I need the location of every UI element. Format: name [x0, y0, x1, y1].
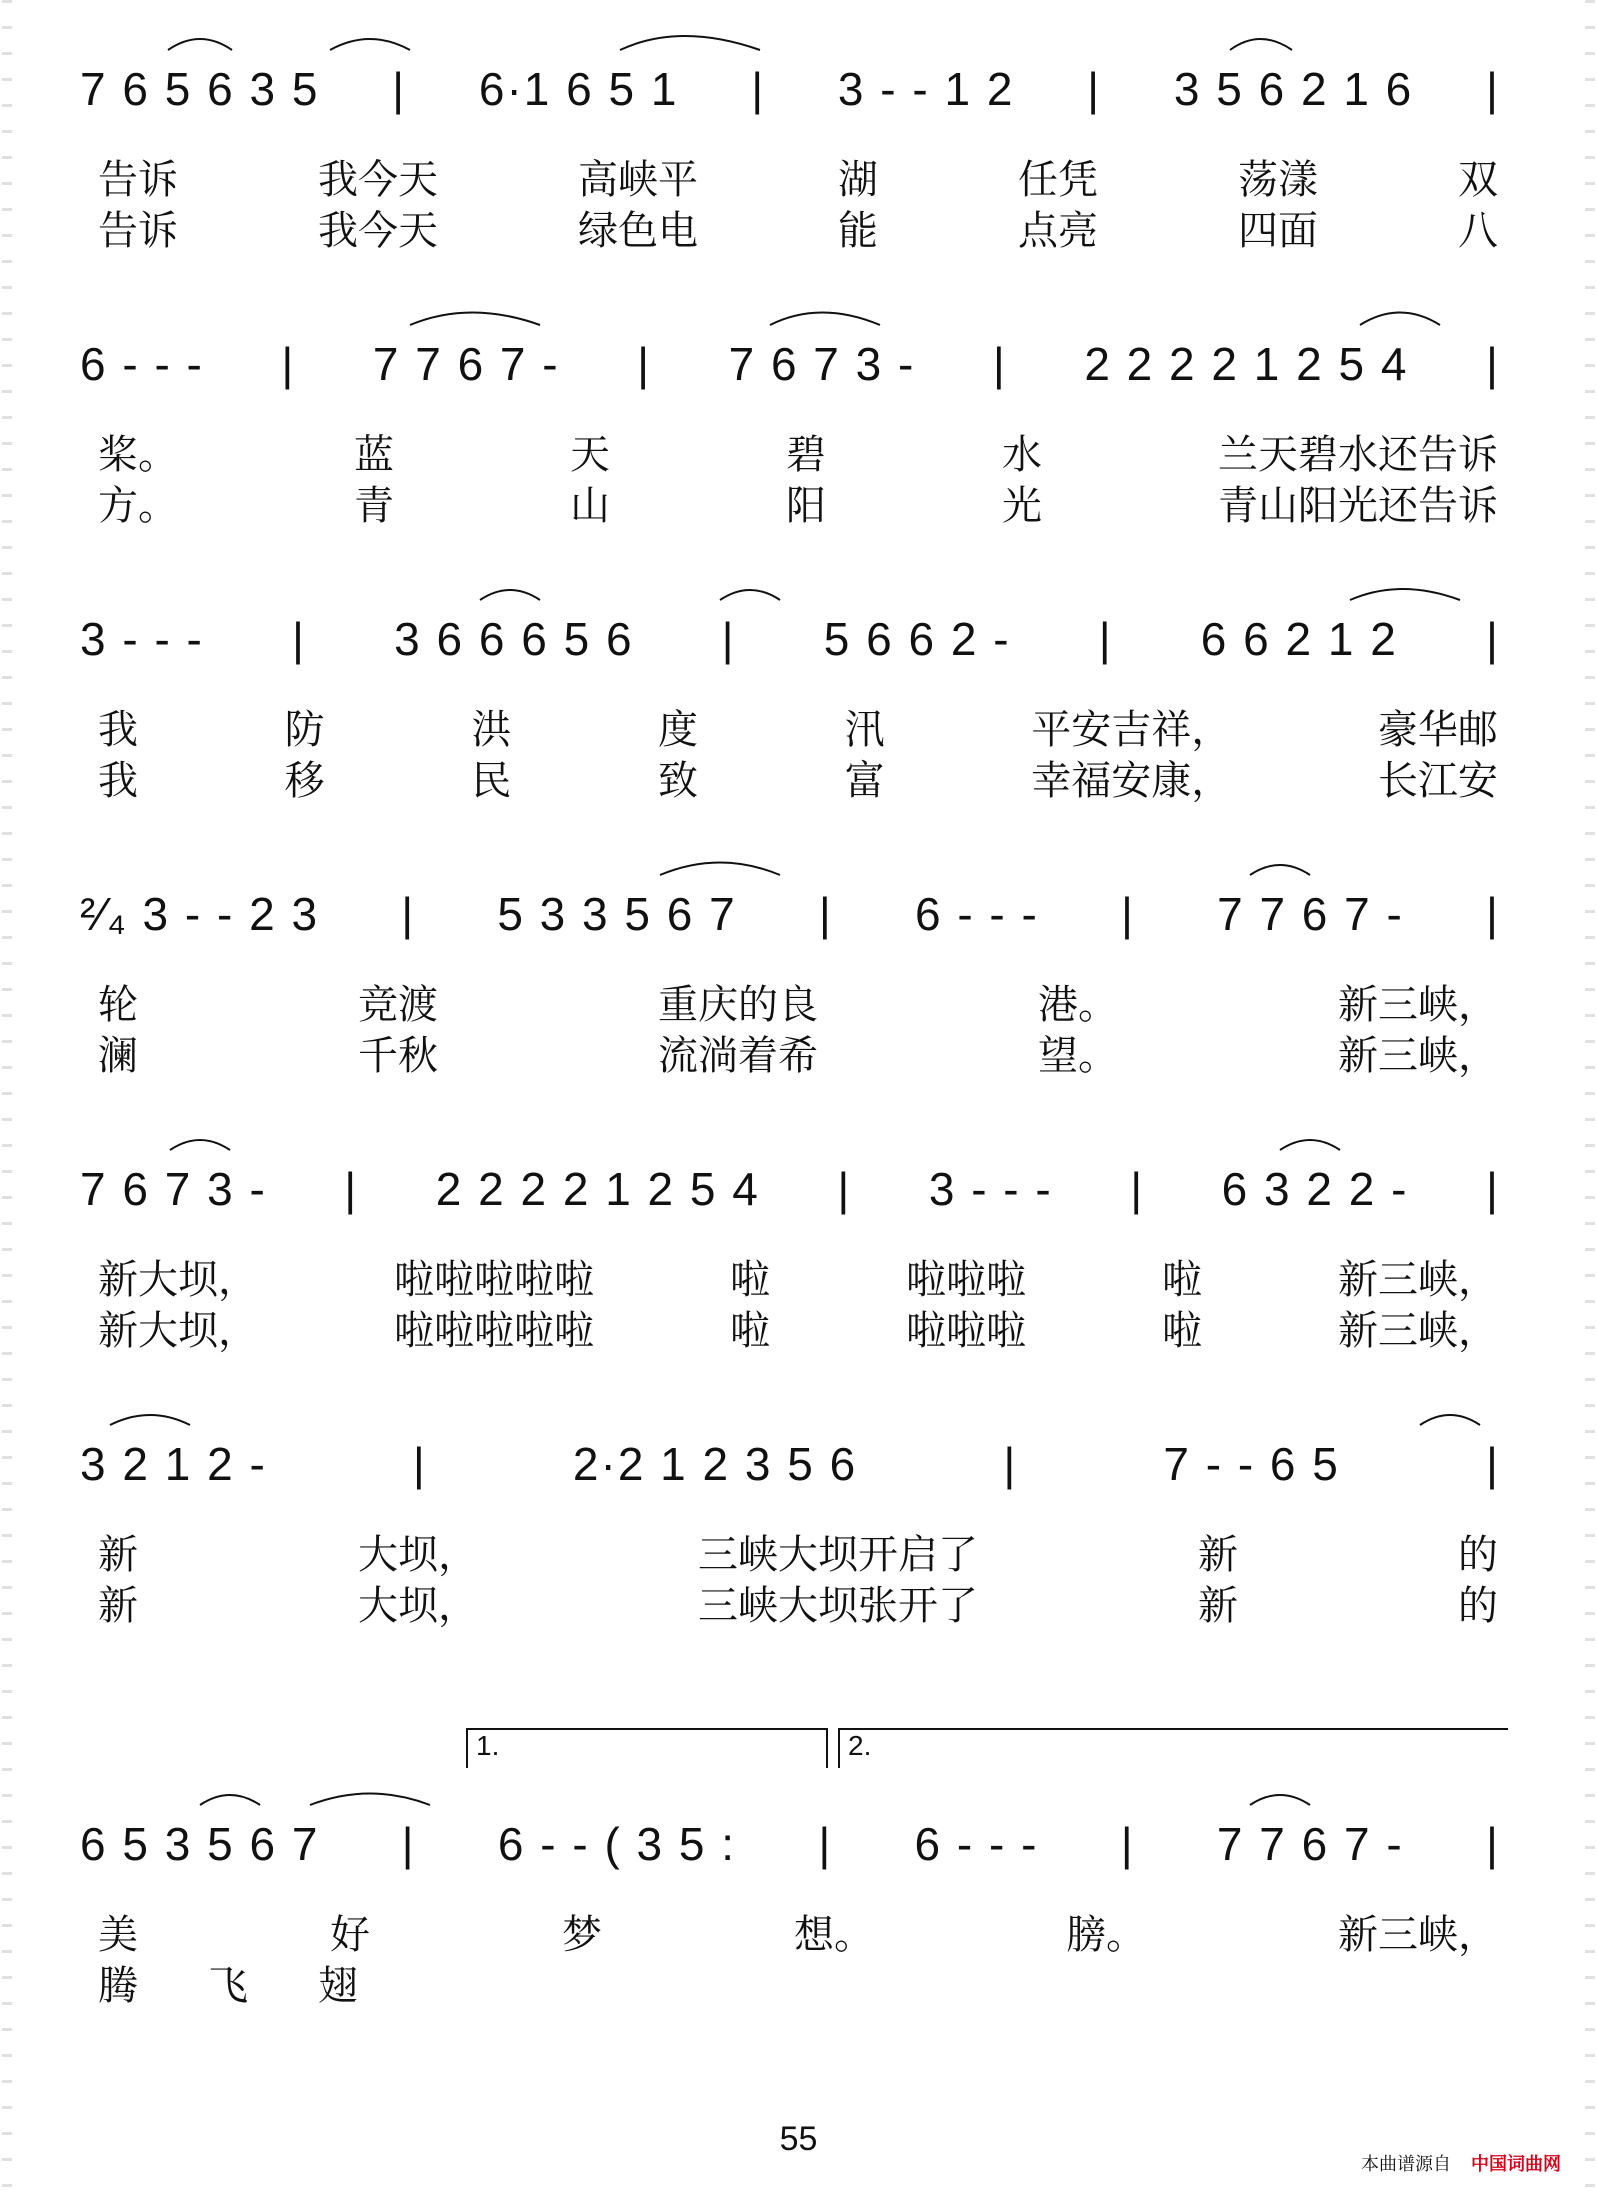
lyric: 啦 — [1162, 1256, 1202, 1303]
lyric: 幸福安康， — [1031, 757, 1232, 804]
measure: 6 6 2 1 2 — [1200, 613, 1398, 665]
barline: | — [1087, 63, 1102, 115]
barline: | — [401, 1818, 416, 1870]
system-6 — [0, 1435, 1597, 1705]
lyric: 飞 — [208, 1962, 248, 2009]
barline: | — [1485, 1438, 1500, 1490]
lyric: 大坝， — [358, 1582, 478, 1629]
lyric: 新 — [98, 1582, 138, 1629]
lyric: 度 — [657, 706, 698, 753]
system-3 — [0, 610, 1597, 880]
measure: 7 6 5 6 3 5 — [80, 63, 320, 115]
lyric: 轮 — [98, 981, 138, 1028]
slur — [310, 1794, 430, 1806]
footer-source: 本曲谱源自 — [1361, 2154, 1451, 2175]
lyric: 新 — [1198, 1582, 1238, 1629]
lyric: 平安吉祥， — [1031, 706, 1232, 753]
lyric: 大坝， — [358, 1531, 478, 1578]
lyric: 光 — [1002, 482, 1042, 529]
system-3-notes — [80, 610, 1500, 668]
lyric: 望。 — [1038, 1032, 1118, 1079]
measure: 7 6 7 3 - — [728, 338, 916, 390]
lyric: 腾 — [98, 1962, 138, 2009]
lyric: 新 — [98, 1531, 138, 1578]
lyric: 梦 — [562, 1911, 602, 1958]
barline: | — [837, 1163, 852, 1215]
measure: 6 - - - — [914, 1818, 1039, 1870]
measure: 7 - - 6 5 — [1163, 1438, 1340, 1490]
lyric: 我 — [98, 757, 138, 804]
lyric: 啦啦啦 — [906, 1307, 1026, 1354]
lyric: 新 — [1198, 1531, 1238, 1578]
system-4 — [0, 885, 1597, 1155]
lyric: 啦 — [730, 1307, 770, 1354]
lyric: 蓝 — [354, 431, 394, 478]
measure: 3 6 6 6 5 6 — [394, 613, 634, 665]
barline: | — [721, 613, 736, 665]
slur — [200, 1795, 260, 1805]
measure: 6 - - ( 3 5 : — [497, 1818, 737, 1870]
measure: 6 - - - — [914, 888, 1039, 940]
lyric: 兰天碧水还告诉 — [1218, 431, 1498, 478]
lyric: 竞渡 — [358, 981, 438, 1028]
lyric: 汛 — [844, 706, 885, 753]
measure: 6 3 2 2 - — [1221, 1163, 1409, 1215]
lyrics-verse-2 — [98, 478, 1498, 529]
lyric: 告诉 — [98, 207, 178, 254]
system-1-notes — [80, 60, 1500, 118]
barline: | — [1486, 888, 1500, 940]
barline: | — [401, 888, 416, 940]
second-ending: 2. — [838, 1728, 1508, 1768]
footer-site: 中国词曲网 — [1471, 2154, 1561, 2175]
measure: 2·2 1 2 3 5 6 — [572, 1438, 858, 1490]
lyric: 山 — [570, 482, 610, 529]
lyric: 啦啦啦 — [906, 1256, 1026, 1303]
lyric: 高峡平 — [578, 156, 698, 203]
lyric: 港。 — [1038, 981, 1118, 1028]
page-number: 55 — [779, 2120, 818, 2158]
lyric: 新三峡， — [1338, 1307, 1498, 1354]
measure: 7 7 6 7 - — [372, 338, 560, 390]
lyric: 啦啦啦啦啦 — [394, 1307, 594, 1354]
lyric: 能 — [838, 207, 878, 254]
lyric: 荡漾 — [1238, 156, 1318, 203]
lyric: 双 — [1458, 156, 1498, 203]
lyrics-verse-2 — [98, 1958, 1498, 2009]
lyric: 告诉 — [98, 156, 178, 203]
lyric: 阳 — [786, 482, 826, 529]
lyric: 新三峡， — [1338, 1032, 1498, 1079]
lyric: 致 — [657, 757, 698, 804]
barline: | — [1485, 1818, 1500, 1870]
measure: 5 3 3 5 6 7 — [497, 888, 737, 940]
lyric: 想。 — [794, 1911, 874, 1958]
barline: | — [1485, 338, 1500, 390]
measure: 2 2 2 2 1 2 5 4 — [435, 1163, 760, 1215]
lyric: 膀。 — [1066, 1911, 1146, 1958]
lyric: 新三峡， — [1338, 981, 1498, 1028]
lyrics-verse-2 — [98, 1028, 1498, 1079]
lyric: 富 — [844, 757, 885, 804]
measure: 5 6 6 2 - — [823, 613, 1011, 665]
lyric: 我今天 — [318, 156, 438, 203]
barline: | — [1486, 63, 1500, 115]
lyrics-verse-2 — [98, 753, 1498, 804]
lyric: 我 — [98, 706, 138, 753]
volta-brackets — [466, 1728, 1506, 1772]
barline: | — [751, 63, 766, 115]
lyrics-verse-2 — [98, 1578, 1498, 1629]
lyric: 八 — [1458, 207, 1498, 254]
barline: | — [818, 888, 833, 940]
slur — [168, 39, 232, 50]
lyric: 绿色电 — [578, 207, 698, 254]
barline: | — [392, 63, 407, 115]
lyric: 三峡大坝张开了 — [698, 1582, 978, 1629]
first-ending: 1. — [466, 1728, 828, 1768]
barline: | — [992, 338, 1007, 390]
barline: | — [292, 613, 306, 665]
barline: | — [818, 1818, 833, 1870]
lyric: 防 — [284, 706, 325, 753]
lyric: 好 — [330, 1911, 370, 1958]
lyric: 桨。 — [98, 431, 178, 478]
barline: | — [637, 338, 652, 390]
measure: 2 2 2 2 1 2 5 4 — [1084, 338, 1409, 390]
lyrics-verse-2 — [98, 203, 1498, 254]
measure: 3 - - 1 2 — [837, 63, 1015, 115]
measure: 3 - - - — [80, 613, 204, 665]
system-5-notes — [80, 1160, 1500, 1218]
barline: | — [1130, 1163, 1145, 1215]
lyric: 千秋 — [358, 1032, 438, 1079]
lyric: 新大坝， — [98, 1256, 258, 1303]
measure: ²⁄₄ 3 - - 2 3 — [80, 888, 320, 940]
lyric: 澜 — [98, 1032, 138, 1079]
lyric: 新大坝， — [98, 1307, 258, 1354]
system-1 — [0, 60, 1597, 330]
barline: | — [1120, 888, 1135, 940]
lyric: 的 — [1458, 1531, 1498, 1578]
measure: 6·1 6 5 1 — [478, 63, 679, 115]
lyric: 四面 — [1238, 207, 1318, 254]
lyric: 三峡大坝开启了 — [698, 1531, 978, 1578]
barline: | — [1098, 613, 1113, 665]
lyric: 任凭 — [1018, 156, 1098, 203]
barline: | — [344, 1163, 359, 1215]
lyric: 洪 — [471, 706, 512, 753]
measure: 3 5 6 2 1 6 — [1173, 63, 1414, 115]
lyric: 青 — [354, 482, 394, 529]
measure: 7 7 6 7 - — [1217, 888, 1404, 940]
barline: | — [1485, 613, 1500, 665]
lyric: 民 — [471, 757, 512, 804]
measure: 3 2 1 2 - — [80, 1438, 267, 1490]
lyric: 翅 — [318, 1962, 358, 2009]
lyric: 豪华邮 — [1377, 706, 1498, 753]
lyrics-verse-2 — [98, 1303, 1498, 1354]
lyric: 水 — [1002, 431, 1042, 478]
slur — [620, 36, 760, 50]
barline: | — [1003, 1438, 1018, 1490]
lyric: 碧 — [786, 431, 826, 478]
slur — [1230, 39, 1292, 50]
barline: | — [412, 1438, 427, 1490]
system-2-notes — [80, 335, 1500, 393]
footer-credit — [1361, 2150, 1561, 2176]
lyrics-verse-1 — [98, 1252, 1498, 1303]
lyric: 我今天 — [318, 207, 438, 254]
lyrics-verse-1 — [98, 427, 1498, 478]
lyric: 方。 — [98, 482, 178, 529]
barline: | — [281, 338, 296, 390]
barline: | — [1120, 1818, 1135, 1870]
lyric: 点亮 — [1018, 207, 1098, 254]
lyric: 新三峡， — [1338, 1911, 1498, 1958]
lyric: 天 — [570, 431, 610, 478]
lyric: 啦啦啦啦啦 — [394, 1256, 594, 1303]
measure: 7 7 6 7 - — [1216, 1818, 1404, 1870]
lyrics-verse-1 — [98, 152, 1498, 203]
lyrics-verse-1 — [98, 1527, 1498, 1578]
barline: | — [1485, 1163, 1500, 1215]
system-2 — [0, 335, 1597, 605]
lyric: 的 — [1458, 1582, 1498, 1629]
lyric: 流淌着希 — [658, 1032, 818, 1079]
lyric: 移 — [284, 757, 325, 804]
measure: 6 - - - — [80, 338, 204, 390]
lyric: 新三峡， — [1338, 1256, 1498, 1303]
slur — [330, 39, 410, 50]
lyric: 啦 — [730, 1256, 770, 1303]
lyric: 湖 — [838, 156, 878, 203]
lyrics-verse-1 — [98, 702, 1498, 753]
measure: 6 5 3 5 6 7 — [80, 1818, 320, 1870]
lyric: 青山阳光还告诉 — [1218, 482, 1498, 529]
measure: 3 - - - — [928, 1163, 1053, 1215]
lyric: 长江安 — [1377, 757, 1498, 804]
slur — [1250, 1795, 1310, 1805]
lyric: 美 — [98, 1911, 138, 1958]
system-4-notes — [80, 885, 1500, 943]
system-7 — [0, 1815, 1597, 2085]
system-5 — [0, 1160, 1597, 1430]
measure: 7 6 7 3 - — [80, 1163, 267, 1215]
lyric: 啦 — [1162, 1307, 1202, 1354]
system-7-notes — [80, 1815, 1500, 1873]
lyric: 重庆的良 — [658, 981, 818, 1028]
lyrics-verse-1 — [98, 977, 1498, 1028]
system-6-notes — [80, 1435, 1500, 1493]
lyrics-verse-1 — [98, 1907, 1498, 1958]
